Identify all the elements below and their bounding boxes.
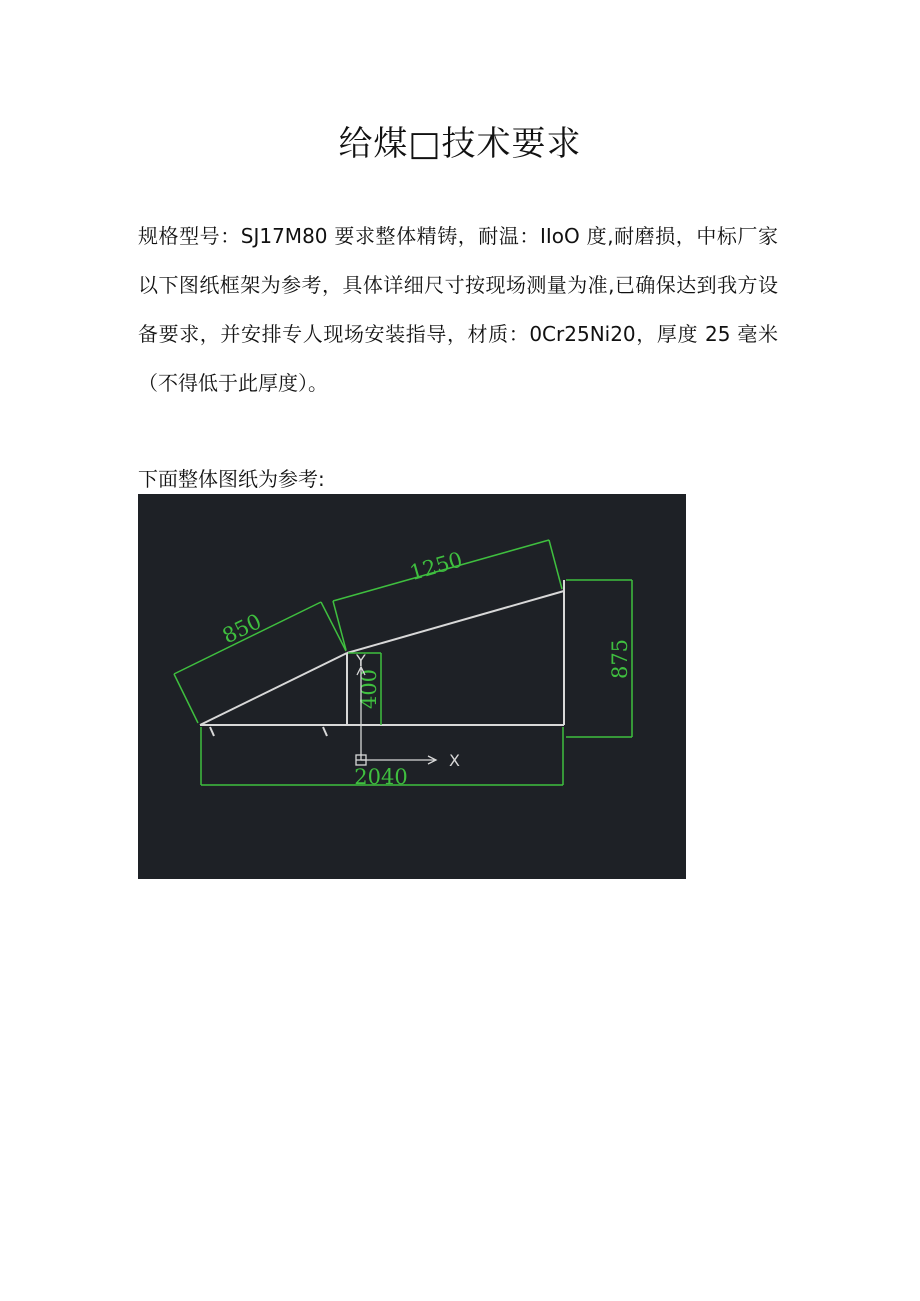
x-axis-label: X (449, 751, 460, 770)
dim-label-1250: 1250 (407, 547, 466, 586)
support-leg-right (323, 727, 327, 736)
dim-850-ext-right (321, 602, 346, 651)
cad-drawing-svg (138, 494, 686, 879)
figure-caption: 下面整体图纸为参考: (138, 467, 325, 491)
cad-drawing (138, 494, 686, 879)
dim-label-400: 400 (357, 668, 381, 710)
requirements-paragraph: 规格型号：SJ17M80 要求整体精铸，耐温：IIoO 度,耐磨损，中标厂家以下图纸框架为参考，具体详细尺寸按现场测量为准,已确保达到我方设备要求，并安排专人现场安装指导，材质：0Cr25Ni20，厚度 25 毫米（不得低于此厚度）。 (138, 224, 778, 395)
support-leg-left (210, 727, 214, 736)
dim-label-875: 875 (608, 638, 632, 680)
lower-slope-line (200, 653, 347, 725)
dim-label-2040: 2040 (354, 765, 408, 789)
dim-1250-ext-right (549, 540, 562, 589)
upper-slope-line (347, 591, 564, 653)
y-axis-label: Y (356, 651, 366, 670)
dim-1250-ext-left (333, 601, 346, 650)
dim-label-850: 850 (218, 609, 266, 649)
outline-geometry (200, 580, 564, 736)
document-title: 给煤□技术要求 (338, 124, 582, 164)
dim-850-ext-left (174, 674, 198, 723)
